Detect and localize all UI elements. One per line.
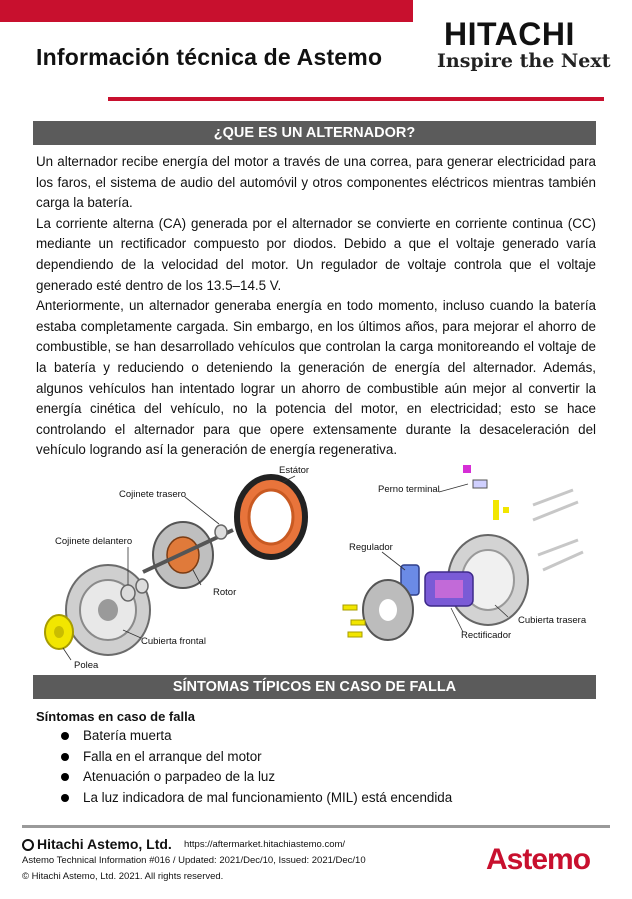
list-item-text: Batería muerta <box>83 728 172 743</box>
label-estator: Estátor <box>279 465 310 476</box>
terminal-bolt-shape <box>463 465 509 520</box>
label-regulador: Regulador <box>349 542 393 553</box>
list-item <box>58 767 452 788</box>
hitachi-logo: HITACHI <box>444 16 575 52</box>
symptoms-subtitle: Síntomas en caso de falla <box>36 709 195 724</box>
section-heading-alternator: ¿QUE ES UN ALTERNADOR? <box>33 121 596 145</box>
hitachi-tagline: Inspire the Next <box>437 50 611 72</box>
footer-divider <box>22 825 610 828</box>
bolts-shape <box>533 490 583 570</box>
pulley-shape <box>45 615 73 649</box>
label-cubierta-trasera: Cubierta trasera <box>518 615 587 626</box>
yellow-screws-shape <box>343 605 365 637</box>
paragraph: La corriente alterna (CA) generada por el alternador se convierte en corriente continua (CC) mediante un rectificador compuesto por diodos. Debido a que el voltaje generado varía dependiendo de la velocidad del motor. Un regulador de voltaje controla que el voltaje generado esté dentro de los 13.5–14.5 V. <box>36 215 596 293</box>
label-cojinete-delantero: Cojinete delantero <box>55 536 133 547</box>
tech-info-line: Astemo Technical Information #016 / Updated: 2021/Dec/10, Issued: 2021/Dec/10 <box>22 855 366 866</box>
list-item-text: La luz indicadora de mal funcionamiento (MIL) está encendida <box>83 789 453 805</box>
label-rotor: Rotor <box>213 587 237 598</box>
paragraph: Un alternador recibe energía del motor a través de una correa, para generar electricidad para los faros, el sistema de audio del automóvil y otros componentes eléctricos mientras también carga la batería. <box>36 154 596 211</box>
stator-shape <box>237 477 305 557</box>
label-cubierta-frontal: Cubierta frontal <box>141 636 206 647</box>
list-item <box>58 726 452 747</box>
label-polea: Polea <box>74 660 99 671</box>
front-cover-shape <box>66 565 150 655</box>
alternator-illustration <box>33 460 596 670</box>
bearing-plate-shape <box>363 580 413 640</box>
copyright-notice: © Hitachi Astemo, Ltd. 2021. All rights reserved. <box>22 871 224 882</box>
header-red-bar <box>0 0 413 22</box>
list-item-text: Atenuación o parpadeo de la luz <box>83 769 276 784</box>
list-item <box>58 788 452 809</box>
rectifier-shape <box>425 572 473 606</box>
astemo-logo: Astemo <box>486 843 591 876</box>
paragraph: Anteriormente, un alternador generaba energía en todo momento, incluso cuando la batería estaba completamente cargada. Sin embargo, en los últimos años, para mejorar el ahorro de combustible, se han desarrollado vehículos que controlan la carga monitoreando el voltaje de la batería y reduciendo o deteniendo la generación de energía del alternador. Además, algunos vehículos han intentado lograr un ahorro de combustible aún mejor al convertir la energía cinética del vehículo, no la potencia del motor, en electricidad; esto se hace controlando el alternador para que opere extensamente durante la desaceleración del vehículo logrando así la generación de energía regenerativa. <box>36 298 596 458</box>
bullet-icon <box>61 773 69 781</box>
page-title: Información técnica de Astemo <box>36 44 383 70</box>
bullet-icon <box>61 753 69 761</box>
alternator-description <box>36 152 596 461</box>
label-perno-terminal: Perno terminal <box>378 484 440 495</box>
hitachi-mark-icon <box>22 839 34 851</box>
rear-bearing-shape <box>215 525 227 539</box>
header-divider <box>108 97 604 101</box>
alternator-exploded-diagram <box>33 460 596 670</box>
label-rectificador: Rectificador <box>461 630 512 641</box>
list-item <box>58 747 452 768</box>
bullet-icon <box>61 794 69 802</box>
section-heading-symptoms: SÍNTOMAS TÍPICOS EN CASO DE FALLA <box>33 675 596 699</box>
website-link[interactable]: https://aftermarket.hitachiastemo.com/ <box>184 839 346 850</box>
bullet-icon <box>61 732 69 740</box>
company-name: Hitachi Astemo, Ltd. <box>37 836 172 852</box>
list-item-text: Falla en el arranque del motor <box>83 748 262 764</box>
label-cojinete-trasero: Cojinete trasero <box>119 489 187 500</box>
symptoms-list <box>58 726 452 808</box>
hitachi-astemo-logo <box>22 836 172 852</box>
